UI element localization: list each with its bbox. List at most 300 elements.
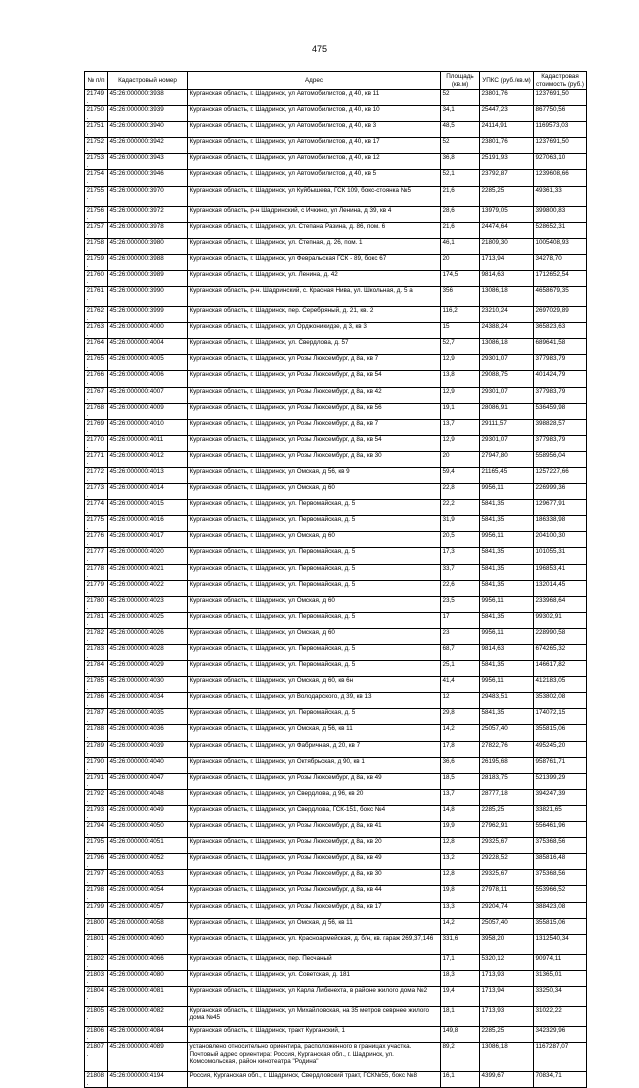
cell-address: Курганская область, г. Шадринск, ул Розы Люксембург, д 8а, кв 54 (188, 371, 441, 387)
header-area: Площадь (кв.м) (441, 72, 480, 90)
cell-number: 21751. (85, 122, 108, 138)
header-address: Адрес (188, 72, 441, 90)
cell-address: Курганская область, г. Шадринск, ул Розы Люксембург, д 8а, кв 20 (188, 838, 441, 854)
cell-cadastral-number: 45:26:000000:3999 (108, 307, 188, 323)
cell-area: 12,9 (441, 355, 480, 371)
cell-address: Курганская область, г. Шадринск, ул Свердлова, д 96, кв 20 (188, 789, 441, 805)
cell-area: 14,8 (441, 805, 480, 821)
cell-number: 21800. (85, 918, 108, 934)
table-row (85, 186, 587, 206)
cell-upks: 28183,75 (480, 773, 534, 789)
cell-upks: 29301,07 (480, 387, 534, 403)
cell-cadastral-value: 1239608,66 (534, 170, 587, 186)
cell-cadastral-number: 45:26:000000:3990 (108, 287, 188, 307)
cell-address: Курганская область, г. Шадринск, ул Октябрьская, д 90, кв 1 (188, 757, 441, 773)
cell-address: Россия, Курганская обл., г. Шадринск, Свердловский тракт, ГСК№55, бокс №8 (188, 1071, 441, 1087)
cell-number: 21755. (85, 186, 108, 206)
table-row (85, 1026, 587, 1042)
cell-number: 21759. (85, 254, 108, 270)
table-row (85, 612, 587, 628)
cell-number: 21750. (85, 106, 108, 122)
cell-upks: 28777,18 (480, 789, 534, 805)
cell-cadastral-value: 1237691,50 (534, 138, 587, 154)
table-row (85, 287, 587, 307)
cell-upks: 1713,93 (480, 970, 534, 986)
cell-upks: 27962,91 (480, 822, 534, 838)
cell-number: 21804. (85, 986, 108, 1006)
cell-number: 21776. (85, 532, 108, 548)
cell-cadastral-value: 226999,36 (534, 484, 587, 500)
cell-cadastral-value: 558956,04 (534, 451, 587, 467)
cell-cadastral-value: 355815,06 (534, 918, 587, 934)
cell-number: 21799. (85, 902, 108, 918)
cell-cadastral-number: 45:26:000000:4030 (108, 677, 188, 693)
cell-cadastral-number: 45:26:000000:4021 (108, 564, 188, 580)
cell-upks: 5841,35 (480, 500, 534, 516)
cell-cadastral-value: 365823,63 (534, 323, 587, 339)
cell-upks: 29301,07 (480, 355, 534, 371)
cell-area: 36,8 (441, 154, 480, 170)
cell-upks: 25057,40 (480, 725, 534, 741)
cell-address: Курганская область, г. Шадринск, ул Омская, д 60 (188, 628, 441, 644)
header-cadastral-number: Кадастровый номер (108, 72, 188, 90)
cell-cadastral-number: 45:26:000000:4057 (108, 902, 188, 918)
table-row (85, 596, 587, 612)
table-row (85, 693, 587, 709)
cell-upks: 9956,11 (480, 532, 534, 548)
cell-upks: 13086,18 (480, 1042, 534, 1071)
table-row (85, 170, 587, 186)
cell-area: 52 (441, 90, 480, 106)
cell-upks: 5320,12 (480, 954, 534, 970)
cell-number: 21795. (85, 838, 108, 854)
cell-number: 21758. (85, 238, 108, 254)
cell-upks: 5841,35 (480, 709, 534, 725)
cell-cadastral-value: 1005408,93 (534, 238, 587, 254)
cell-area: 36,6 (441, 757, 480, 773)
table-row (85, 564, 587, 580)
cell-upks: 24474,64 (480, 222, 534, 238)
cell-address: Курганская область, г. Шадринск, ул. Первомайская, д. 5 (188, 564, 441, 580)
table-row (85, 500, 587, 516)
table-row (85, 206, 587, 222)
cell-address: Курганская область, г. Шадринск, ул Розы Люксембург, д 8а, кв 56 (188, 403, 441, 419)
cell-area: 18,5 (441, 773, 480, 789)
cell-upks: 29111,57 (480, 419, 534, 435)
cell-address: Курганская область, г. Шадринск, ул. Первомайская, д. 5 (188, 580, 441, 596)
cell-number: 21781. (85, 612, 108, 628)
cell-address: Курганская область, г. Шадринск, ул Володарского, д 39, кв 13 (188, 693, 441, 709)
cell-area: 29,8 (441, 709, 480, 725)
cell-address: Курганская область, г. Шадринск, ул. Первомайская, д. 5 (188, 709, 441, 725)
table-row (85, 355, 587, 371)
cell-address: Курганская область, г. Шадринск, ул. Первомайская, д. 5 (188, 661, 441, 677)
cell-cadastral-value: 1237691,50 (534, 90, 587, 106)
cell-cadastral-number: 45:26:000000:3939 (108, 106, 188, 122)
cell-area: 22,6 (441, 580, 480, 596)
cell-cadastral-number: 45:26:000000:4082 (108, 1006, 188, 1026)
table-row (85, 484, 587, 500)
cell-area: 116,2 (441, 307, 480, 323)
cell-upks: 5841,35 (480, 548, 534, 564)
cell-number: 21767. (85, 387, 108, 403)
cell-area: 52 (441, 138, 480, 154)
table-row (85, 870, 587, 886)
cell-number: 21782. (85, 628, 108, 644)
table-row (85, 548, 587, 564)
cell-number: 21801. (85, 934, 108, 954)
cell-cadastral-value: 377983,79 (534, 355, 587, 371)
table-row (85, 154, 587, 170)
cell-number: 21805. (85, 1006, 108, 1026)
cell-area: 14,2 (441, 918, 480, 934)
cell-number: 21788. (85, 725, 108, 741)
cell-area: 52,1 (441, 170, 480, 186)
table-row (85, 902, 587, 918)
table-row (85, 661, 587, 677)
cell-area: 28,6 (441, 206, 480, 222)
cell-cadastral-value: 90974,11 (534, 954, 587, 970)
cell-area: 17,3 (441, 548, 480, 564)
cell-area: 19,1 (441, 403, 480, 419)
cell-cadastral-value: 394247,39 (534, 789, 587, 805)
table-row (85, 339, 587, 355)
cell-cadastral-number: 45:26:000000:4029 (108, 661, 188, 677)
table-body (85, 90, 587, 1088)
cell-cadastral-number: 45:26:000000:3970 (108, 186, 188, 206)
cell-upks: 1713,93 (480, 1006, 534, 1026)
cell-cadastral-number: 45:26:000000:4054 (108, 886, 188, 902)
cell-address: Курганская область, г. Шадринск, ул. Ленина, д. 42 (188, 270, 441, 286)
cell-number: 21761. (85, 287, 108, 307)
cell-cadastral-number: 45:26:000000:4036 (108, 725, 188, 741)
cell-cadastral-number: 45:26:000000:4084 (108, 1026, 188, 1042)
cell-cadastral-number: 45:26:000000:3946 (108, 170, 188, 186)
cell-cadastral-number: 45:26:000000:4011 (108, 435, 188, 451)
cell-address: Курганская область, г. Шадринск, ул. Первомайская, д. 5 (188, 500, 441, 516)
cell-upks: 9814,63 (480, 270, 534, 286)
cell-cadastral-value: 146617,82 (534, 661, 587, 677)
cell-cadastral-value: 2697029,89 (534, 307, 587, 323)
cadastral-table (84, 71, 587, 1088)
cell-cadastral-number: 45:26:000000:3938 (108, 90, 188, 106)
cell-cadastral-value: 388423,08 (534, 902, 587, 918)
cell-number: 21760. (85, 270, 108, 286)
header-cadastral-value: Кадастровая стоимость (руб.) (534, 72, 587, 90)
cell-address: Курганская область, г. Шадринск, ул. Советская, д. 181 (188, 970, 441, 986)
table-row (85, 403, 587, 419)
cell-number: 21790. (85, 757, 108, 773)
cell-cadastral-value: 4658679,35 (534, 287, 587, 307)
cell-upks: 13086,18 (480, 287, 534, 307)
cell-cadastral-number: 45:26:000000:4026 (108, 628, 188, 644)
cell-cadastral-number: 45:26:000000:4000 (108, 323, 188, 339)
cell-number: 21798. (85, 886, 108, 902)
cell-address: Курганская область, г. Шадринск, ул Автомобилистов, д 40, кв 11 (188, 90, 441, 106)
table-row (85, 90, 587, 106)
cell-cadastral-value: 129677,91 (534, 500, 587, 516)
table-row (85, 122, 587, 138)
table-row (85, 725, 587, 741)
cell-upks: 23801,76 (480, 138, 534, 154)
cell-cadastral-number: 45:26:000000:4080 (108, 970, 188, 986)
cell-cadastral-value: 553966,52 (534, 886, 587, 902)
table-row (85, 970, 587, 986)
cell-cadastral-number: 45:26:000000:4022 (108, 580, 188, 596)
cell-number: 21773. (85, 484, 108, 500)
cell-address: Курганская область, г. Шадринск, ул Розы Люксембург, д 8а, кв 7 (188, 419, 441, 435)
cell-cadastral-value: 99302,91 (534, 612, 587, 628)
cell-number: 21808. (85, 1071, 108, 1087)
cell-upks: 25057,40 (480, 918, 534, 934)
cell-address: Курганская область, г. Шадринск, ул Омская, д 60 (188, 596, 441, 612)
cell-cadastral-number: 45:26:000000:4017 (108, 532, 188, 548)
cell-cadastral-value: 398828,57 (534, 419, 587, 435)
cell-area: 13,2 (441, 854, 480, 870)
cell-area: 23,5 (441, 596, 480, 612)
cell-area: 18,1 (441, 1006, 480, 1026)
cell-upks: 25191,93 (480, 154, 534, 170)
cell-cadastral-value: 375368,56 (534, 870, 587, 886)
cell-number: 21757. (85, 222, 108, 238)
cell-number: 21792. (85, 789, 108, 805)
table-row (85, 387, 587, 403)
table-row (85, 954, 587, 970)
cell-address: Курганская область, г. Шадринск, ул Омская, д 60 (188, 532, 441, 548)
cell-number: 21774. (85, 500, 108, 516)
table-row (85, 138, 587, 154)
cell-upks: 3958,20 (480, 934, 534, 954)
cell-number: 21778. (85, 564, 108, 580)
table-row (85, 270, 587, 286)
cell-address: Курганская область, г. Шадринск, ул Омская, д 56, кв 11 (188, 918, 441, 934)
cell-cadastral-number: 45:26:000000:4016 (108, 516, 188, 532)
cell-address: Курганская область, г. Шадринск, тракт Курганский, 1 (188, 1026, 441, 1042)
cell-number: 21797. (85, 870, 108, 886)
cell-upks: 24388,24 (480, 323, 534, 339)
cell-upks: 5841,35 (480, 564, 534, 580)
table-row (85, 1006, 587, 1026)
cell-upks: 5841,35 (480, 516, 534, 532)
cell-cadastral-number: 45:26:000000:3943 (108, 154, 188, 170)
cell-upks: 29325,67 (480, 870, 534, 886)
table-row (85, 254, 587, 270)
cell-area: 41,4 (441, 677, 480, 693)
cell-number: 21754. (85, 170, 108, 186)
cell-area: 52,7 (441, 339, 480, 355)
cell-address: Курганская область, г. Шадринск, ул Розы Люксембург, д 8а, кв 30 (188, 870, 441, 886)
cell-area: 20 (441, 451, 480, 467)
cell-upks: 2285,25 (480, 805, 534, 821)
table-row (85, 986, 587, 1006)
cell-number: 21763. (85, 323, 108, 339)
cell-upks: 23792,87 (480, 170, 534, 186)
cell-number: 21752. (85, 138, 108, 154)
table-row (85, 918, 587, 934)
cell-upks: 13086,18 (480, 339, 534, 355)
cell-cadastral-value: 174072,15 (534, 709, 587, 725)
cell-number: 21786. (85, 693, 108, 709)
cell-area: 13,7 (441, 789, 480, 805)
cell-upks: 23801,76 (480, 90, 534, 106)
cell-address: Курганская область, г. Шадринск, ул Автомобилистов, д 40, кв 17 (188, 138, 441, 154)
cell-cadastral-value: 34278,70 (534, 254, 587, 270)
cell-area: 18,3 (441, 970, 480, 986)
cell-number: 21777. (85, 548, 108, 564)
cell-cadastral-value: 342329,96 (534, 1026, 587, 1042)
cell-cadastral-number: 45:26:000000:4194 (108, 1071, 188, 1087)
table-row (85, 532, 587, 548)
cell-address: Курганская область, г. Шадринск, ул Фабричная, д 20, кв 7 (188, 741, 441, 757)
cell-upks: 4399,67 (480, 1071, 534, 1087)
cell-cadastral-value: 401424,79 (534, 371, 587, 387)
cell-cadastral-value: 528652,31 (534, 222, 587, 238)
cell-cadastral-number: 45:26:000000:4025 (108, 612, 188, 628)
cell-cadastral-value: 70834,71 (534, 1071, 587, 1087)
cell-cadastral-value: 49361,33 (534, 186, 587, 206)
cell-address: Курганская область, г. Шадринск, пер. Серебряный, д. 21, кв. 2 (188, 307, 441, 323)
cell-area: 356 (441, 287, 480, 307)
cell-cadastral-value: 1257227,66 (534, 467, 587, 483)
cell-area: 23 (441, 628, 480, 644)
cell-upks: 24114,91 (480, 122, 534, 138)
cell-cadastral-value: 385816,48 (534, 854, 587, 870)
cell-cadastral-value: 196853,41 (534, 564, 587, 580)
cell-upks: 5841,35 (480, 580, 534, 596)
cell-cadastral-number: 45:26:000000:4005 (108, 355, 188, 371)
cell-cadastral-number: 45:26:000000:3978 (108, 222, 188, 238)
cell-area: 33,7 (441, 564, 480, 580)
cell-cadastral-value: 1712652,54 (534, 270, 587, 286)
cell-address: Курганская область, г. Шадринск, ул Карла Либкнехта, в районе жилого дома №2 (188, 986, 441, 1006)
cell-address: Курганская область, г. Шадринск, ул. Первомайская, д. 5 (188, 645, 441, 661)
cell-cadastral-value: 674265,32 (534, 645, 587, 661)
cell-number: 21789. (85, 741, 108, 757)
cell-cadastral-value: 186338,98 (534, 516, 587, 532)
cell-area: 25,1 (441, 661, 480, 677)
cell-number: 21780. (85, 596, 108, 612)
cell-cadastral-value: 31022,22 (534, 1006, 587, 1026)
cell-cadastral-number: 45:26:000000:4009 (108, 403, 188, 419)
cell-cadastral-number: 45:26:000000:4034 (108, 693, 188, 709)
header-upks: УПКС (руб./кв.м) (480, 72, 534, 90)
cell-cadastral-number: 45:26:000000:4039 (108, 741, 188, 757)
cell-area: 34,1 (441, 106, 480, 122)
cell-cadastral-value: 31365,01 (534, 970, 587, 986)
cell-cadastral-number: 45:26:000000:4048 (108, 789, 188, 805)
cell-cadastral-value: 132014,45 (534, 580, 587, 596)
cell-address: Курганская область, г. Шадринск, ул Розы Люксембург, д 8а, кв 7 (188, 355, 441, 371)
cell-address: Курганская область, г. Шадринск, ул. Первомайская, д. 5 (188, 516, 441, 532)
cell-number: 21794. (85, 822, 108, 838)
cell-upks: 1713,94 (480, 254, 534, 270)
cell-area: 48,5 (441, 122, 480, 138)
cell-cadastral-number: 45:26:000000:3989 (108, 270, 188, 286)
cell-address: Курганская область, г. Шадринск, ул Михайловская, на 35 метров севрнее жилого дома №45 (188, 1006, 441, 1026)
cell-cadastral-value: 495245,20 (534, 741, 587, 757)
table-row (85, 886, 587, 902)
cell-number: 21796. (85, 854, 108, 870)
table-row (85, 934, 587, 954)
cell-cadastral-value: 556461,96 (534, 822, 587, 838)
cell-cadastral-number: 45:26:000000:4040 (108, 757, 188, 773)
cell-upks: 21809,30 (480, 238, 534, 254)
cell-number: 21772. (85, 467, 108, 483)
cell-address: установлено относительно ориентира, расположенного в границах участка. Почтовый адрес ориентира: Россия, Курганская обл., г. Шадринск, ул. Комсомольская, район кинотеатра "Родина" (188, 1042, 441, 1071)
cell-number: 21753. (85, 154, 108, 170)
cell-cadastral-number: 45:26:000000:4060 (108, 934, 188, 954)
cell-number: 21766. (85, 371, 108, 387)
table-row (85, 1042, 587, 1071)
cell-upks: 26195,68 (480, 757, 534, 773)
cell-address: Курганская область, р-н. Шадринский, с. Красная Нива, ул. Школьная, д. 5 а (188, 287, 441, 307)
cell-number: 21770. (85, 435, 108, 451)
cell-upks: 9956,11 (480, 596, 534, 612)
cell-area: 15 (441, 323, 480, 339)
cell-cadastral-number: 45:26:000000:4012 (108, 451, 188, 467)
cell-number: 21756. (85, 206, 108, 222)
cell-cadastral-value: 375368,56 (534, 838, 587, 854)
cell-address: Курганская область, г. Шадринск, ул. Свердлова, д. 57 (188, 339, 441, 355)
cell-area: 16,1 (441, 1071, 480, 1087)
table-row (85, 773, 587, 789)
cell-address: Курганская область, г. Шадринск, ул Розы Люксембург, д 8а, кв 54 (188, 435, 441, 451)
cell-number: 21785. (85, 677, 108, 693)
cell-number: 21779. (85, 580, 108, 596)
cell-upks: 9956,11 (480, 677, 534, 693)
cell-cadastral-number: 45:26:000000:4052 (108, 854, 188, 870)
cell-cadastral-value: 33821,65 (534, 805, 587, 821)
cell-cadastral-value: 204100,30 (534, 532, 587, 548)
cell-upks: 9956,11 (480, 628, 534, 644)
cell-cadastral-value: 1169573,03 (534, 122, 587, 138)
cell-cadastral-number: 45:26:000000:3972 (108, 206, 188, 222)
cell-area: 13,7 (441, 419, 480, 435)
cell-cadastral-number: 45:26:000000:4010 (108, 419, 188, 435)
cell-cadastral-value: 399800,83 (534, 206, 587, 222)
cell-number: 21764. (85, 339, 108, 355)
cell-area: 149,8 (441, 1026, 480, 1042)
cell-area: 20 (441, 254, 480, 270)
table-row (85, 435, 587, 451)
cell-upks: 28086,91 (480, 403, 534, 419)
cell-address: Курганская область, г. Шадринск, ул. Степная, д. 26, пом. 1 (188, 238, 441, 254)
cell-address: Курганская область, г. Шадринск, ул Орджоникидзе, д 3, кв 3 (188, 323, 441, 339)
cell-area: 20,5 (441, 532, 480, 548)
cell-address: Курганская область, г. Шадринск, ул Розы Люксембург, д 8а, кв 41 (188, 822, 441, 838)
cell-number: 21771. (85, 451, 108, 467)
cell-upks: 2285,25 (480, 1026, 534, 1042)
table-row (85, 838, 587, 854)
cell-address: Курганская область, г. Шадринск, ул Автомобилистов, д 40, кв 5 (188, 170, 441, 186)
cell-number: 21793. (85, 805, 108, 821)
table-row (85, 677, 587, 693)
cell-area: 46,1 (441, 238, 480, 254)
cell-cadastral-value: 355815,06 (534, 725, 587, 741)
cell-number: 21784. (85, 661, 108, 677)
cell-cadastral-value: 101055,31 (534, 548, 587, 564)
cell-upks: 21165,45 (480, 467, 534, 483)
cell-number: 21783. (85, 645, 108, 661)
table-row (85, 709, 587, 725)
cell-upks: 9956,11 (480, 484, 534, 500)
cell-cadastral-value: 958761,71 (534, 757, 587, 773)
cell-number: 21803. (85, 970, 108, 986)
cell-cadastral-number: 45:26:000000:4049 (108, 805, 188, 821)
cell-cadastral-value: 867750,56 (534, 106, 587, 122)
cell-area: 13,8 (441, 371, 480, 387)
table-row (85, 222, 587, 238)
